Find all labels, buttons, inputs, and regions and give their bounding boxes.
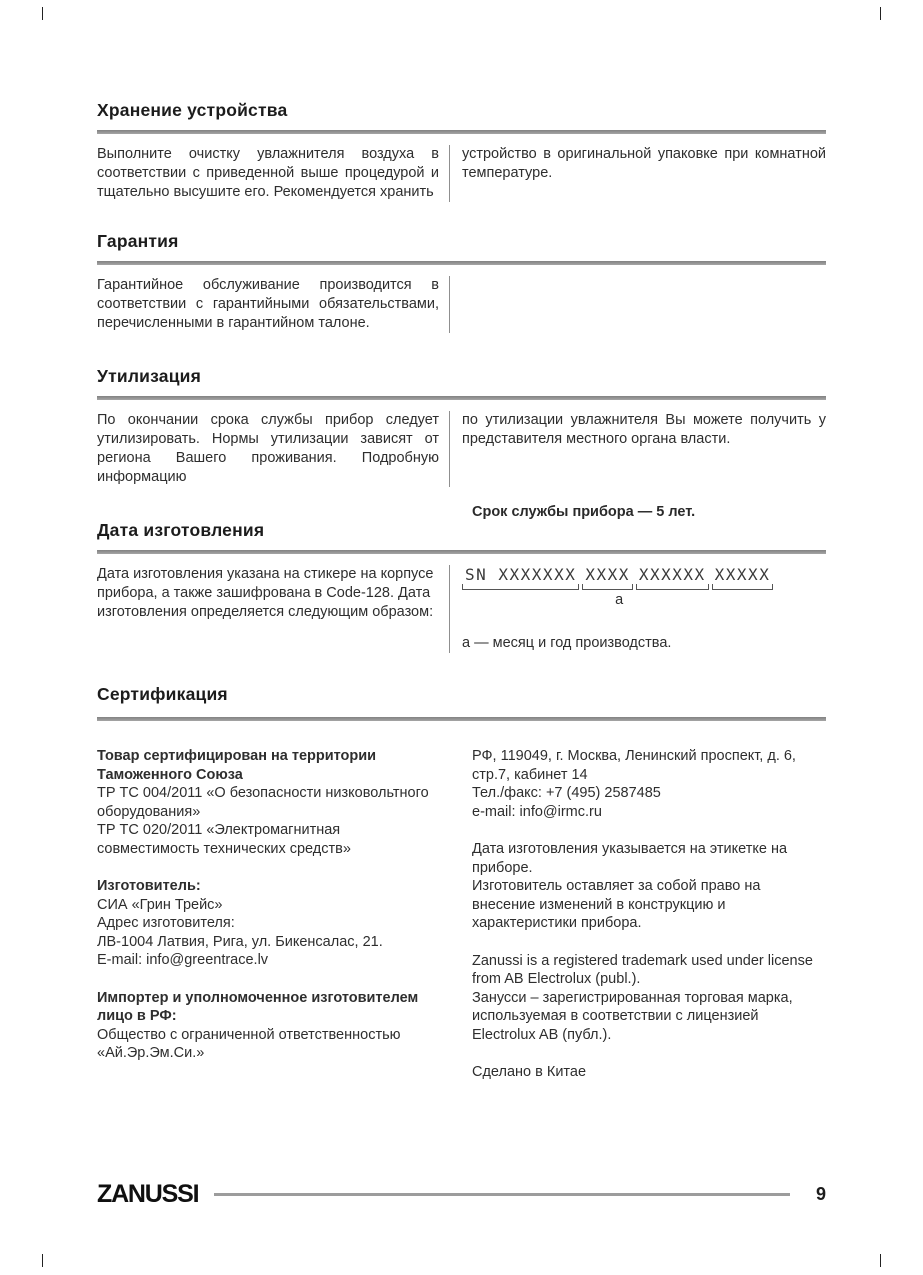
section-mdate-title: Дата изготовления (97, 520, 265, 540)
disposal-right-text: по утилизации увлажнителя Вы можете получить у представителя местного органа власти. (462, 412, 826, 447)
section-disposal (97, 366, 826, 520)
crop-mark-bottom-right (880, 1254, 881, 1267)
manufacturer-address-label: Адрес изготовителя: (97, 915, 235, 931)
importer-address: РФ, 119049, г. Москва, Ленинский проспект, д. 6, стр.7, кабинет 14 (472, 748, 796, 783)
footer-rule (214, 1193, 790, 1196)
section-warranty-title: Гарантия (97, 231, 179, 251)
warranty-left-text: Гарантийное обслуживание производится в соответствии с гарантийными обязательствами, перечисленными в гарантийном талоне. (97, 277, 439, 331)
made-in-note: Сделано в Китае (472, 1064, 587, 1080)
manufacturer-email: E-mail: info@greentrace.lv (97, 952, 269, 968)
sn-segment-4: XXXXX (712, 565, 774, 590)
cert-customs-union-heading: Товар сертифицирован на территории Таможенного Союза (97, 748, 377, 783)
storage-right-text: устройство в оригинальной упаковке при комнатной температуре. (462, 146, 826, 181)
zanussi-logo: ZANUSSI (97, 1180, 199, 1208)
sn-segment-1: SN XXXXXXX (462, 565, 579, 590)
importer-name: Общество с ограниченной ответственностью «Ай.Эр.Эм.Си.» (97, 1026, 401, 1061)
label-note: Дата изготовления указывается на этикетке на приборе. (472, 841, 788, 876)
manufacturer-heading: Изготовитель: (97, 878, 201, 894)
service-life-text: Срок службы прибора — 5 лет. (472, 504, 696, 520)
section-certification (97, 684, 826, 1082)
importer-email: e-mail: info@irmc.ru (472, 803, 602, 820)
certification-right-column (449, 747, 826, 1082)
section-rule (97, 396, 826, 400)
section-certification-title: Сертификация (97, 684, 228, 704)
page-number: 9 (815, 1184, 826, 1204)
sn-legend-text: а — месяц и год производства. (462, 635, 672, 651)
section-mdate-columns (97, 565, 826, 653)
certification-left-column (97, 747, 449, 1082)
importer-phone: Тел./факс: +7 (495) 2587485 (472, 785, 661, 801)
mdate-left-text: Дата изготовления указана на стикере на корпусе прибора, а также зашифрована в Code-128. Дата изготовления определяется следующим образом: (97, 566, 434, 620)
page-footer (97, 1180, 826, 1209)
crop-mark-top-right (880, 7, 881, 20)
storage-left-text: Выполните очистку увлажнителя воздуха в соответствии с приведенной выше процедурой и тщательно высушите его. Рекомендуется хранить (97, 146, 439, 200)
section-disposal-title: Утилизация (97, 366, 202, 386)
manufacturer-name: СИА «Грин Трейс» (97, 896, 223, 913)
section-manufacture-date (97, 520, 826, 653)
section-warranty (97, 231, 826, 333)
cert-tr-ts-020: ТР ТС 020/2011 «Электромагнитная совместимость технических средств» (97, 822, 351, 857)
cert-tr-ts-004: ТР ТС 004/2011 «О безопасности низковольтного оборудования» (97, 785, 429, 820)
section-storage-columns (97, 145, 826, 202)
disposal-left-text: По окончании срока службы прибор следует утилизировать. Нормы утилизации зависят от региона Вашего проживания. Подробную информацию (97, 412, 439, 485)
manufacturer-address: ЛВ-1004 Латвия, Рига, ул. Бикенсалас, 21. (97, 933, 383, 950)
section-storage (97, 100, 826, 202)
design-change-note: Изготовитель оставляет за собой право на внесение изменений в конструкцию и характеристики прибора. (472, 878, 761, 931)
section-warranty-columns (97, 276, 826, 333)
crop-mark-top-left (42, 7, 43, 20)
section-rule (97, 261, 826, 265)
sn-segment-3: XXXXXX (636, 565, 709, 590)
serial-number-diagram (462, 565, 776, 610)
section-storage-title: Хранение устройства (97, 100, 288, 120)
section-disposal-columns (97, 411, 826, 487)
mdate-right (450, 565, 826, 653)
trademark-note-ru: Занусси – зарегистрированная торговая марка, используемая в соответствии с лицензией Electrolux AB (публ.). (472, 989, 793, 1043)
section-rule (97, 550, 826, 554)
sn-segment-2: XXXX (582, 565, 633, 590)
section-certification-columns (97, 747, 826, 1082)
warranty-right-empty (450, 276, 826, 333)
trademark-note-en: Zanussi is a registered trademark used under license from AB Electrolux (publ.). (472, 952, 813, 987)
importer-heading: Импортер и уполномоченное изготовителем лицо в РФ: (97, 989, 419, 1024)
section-rule (97, 717, 826, 721)
section-rule (97, 130, 826, 134)
sn-marker-label: а (615, 592, 624, 608)
serial-number-pattern (462, 565, 776, 590)
crop-mark-bottom-left (42, 1254, 43, 1267)
